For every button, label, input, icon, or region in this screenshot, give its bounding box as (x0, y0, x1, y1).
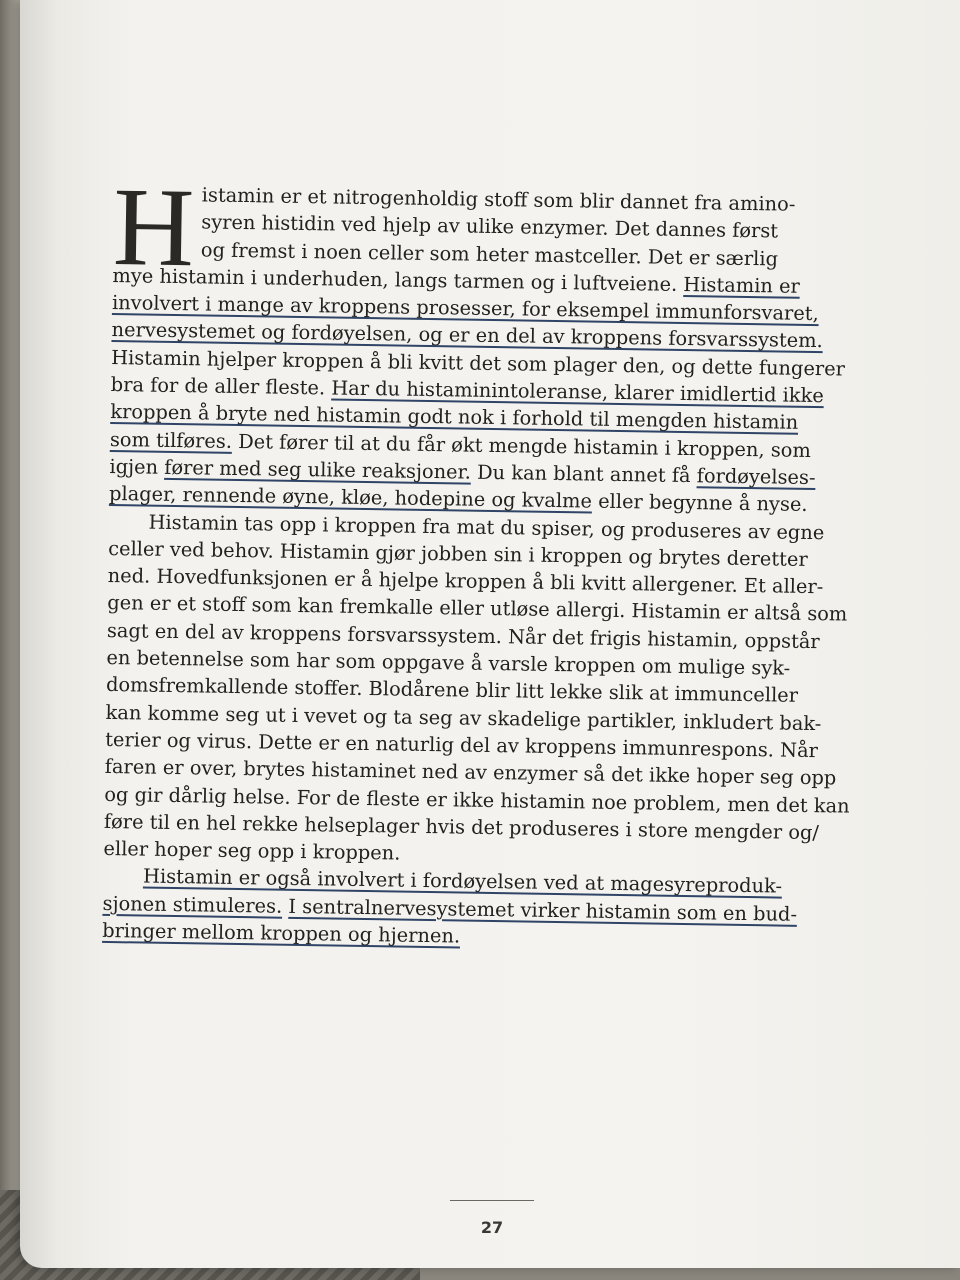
text-segment: istamin er et nitrogenholdig stoff som blir dannet fra amino- (201, 183, 796, 216)
text-segment: ned. Hovedfunksjonen er å hjelpe kroppen å bli kvitt allergener. Et aller- (107, 564, 824, 599)
text-segment: kan komme seg ut i vevet og ta seg av skadelige partikler, inkludert bak- (105, 700, 822, 735)
underlined-text: fordøyelses- (696, 464, 816, 490)
text-segment: syren histidin ved hjelp av ulike enzymer. Det dannes først (201, 210, 779, 243)
body-text (102, 165, 850, 956)
underlined-text: involvert i mange av kroppens prosesser, for eksempel immunforsvaret, (111, 291, 819, 326)
text-segment: igjen (109, 454, 165, 479)
paragraph-2 (103, 508, 850, 874)
paragraph-1 (108, 165, 846, 519)
text-segment: Histamin tas opp i kroppen fra mat du spiser, og produseres av egne (148, 510, 825, 544)
text-segment: gen er et stoff som kan fremkalle eller utløse allergi. Histamin er altså som (107, 591, 848, 627)
underlined-text: I sentralnervesystemet virker histamin som en bud- (288, 894, 798, 926)
text-segment: en betennelse som har som oppgave å varsle kroppen om mulige syk- (106, 645, 791, 680)
underlined-text: Histamin er også involvert i fordøyelsen ved at magesyreproduk- (142, 864, 783, 899)
underlined-text: Histamin er (683, 272, 800, 298)
text-segment: faren er over, brytes histaminet ned av enzymer så det ikke hoper seg opp (104, 755, 837, 790)
underlined-text: kroppen å bryte ned histamin godt nok i forhold til mengden histamin (110, 400, 799, 435)
text-segment: eller begynne å nyse. (591, 489, 808, 517)
underlined-text: nervesystemet og fordøyelsen, og er en del av kroppens forsvarssystem. (111, 318, 823, 353)
underlined-text: plager, rennende øyne, kløe, hodepine og kvalme (108, 482, 593, 513)
footer-rule (450, 1200, 534, 1201)
text-segment: Det fører til at du får økt mengde histamin i kroppen, som (231, 429, 812, 462)
text-segment: terier og virus. Dette er en naturlig del av kroppens immunrespons. Når (105, 727, 819, 763)
text-segment: Histamin hjelper kroppen å bli kvitt det som plager den, og dette fungerer (111, 345, 846, 381)
underlined-text: fører med seg ulike reaksjoner. (164, 455, 472, 484)
underlined-text: bringer mellom kroppen og hjernen. (102, 918, 461, 948)
text-segment: domsfremkallende stoffer. Blodårene blir litt lekke slik at immunceller (105, 673, 799, 708)
book-page (20, 0, 960, 1268)
text-segment: sagt en del av kroppens forsvarssystem. Når det frigis histamin, oppstår (106, 618, 820, 653)
paragraph-3 (102, 862, 828, 955)
text-segment: og fremst i noen celler som heter mastceller. Det er særlig (200, 237, 779, 271)
page-number: 27 (480, 1218, 504, 1237)
underlined-text: Har du histaminintoleranse, klarer imidlertid ikke (331, 376, 824, 408)
text-segment: bra for de aller fleste. (110, 373, 332, 400)
text-segment: Du kan blant annet få (470, 460, 697, 488)
text-segment: eller hoper seg opp i kroppen. (103, 837, 401, 865)
underlined-text: sjonen stimuleres. (102, 891, 283, 918)
text-segment: føre til en hel rekke helseplager hvis det produseres i store mengder og/ (103, 809, 820, 844)
text-segment: og gir dårlig helse. For de fleste er ikke histamin noe problem, men det kan (104, 782, 850, 818)
text-segment: mye histamin i underhuden, langs tarmen og i luftveiene. (112, 263, 684, 296)
underlined-text: som tilføres. (109, 427, 233, 453)
drop-cap: H (112, 165, 196, 291)
text-segment: celler ved behov. Histamin gjør jobben sin i kroppen og brytes deretter (108, 536, 808, 571)
